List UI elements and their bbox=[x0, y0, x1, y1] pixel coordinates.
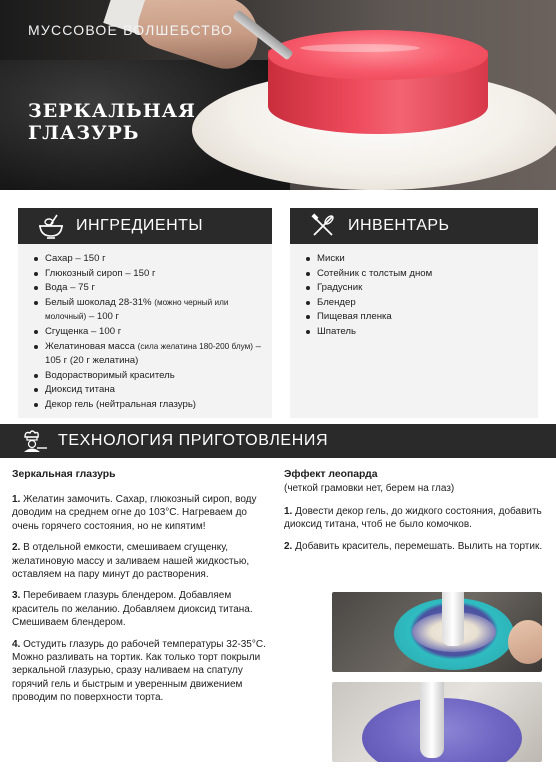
list-item: Градусник bbox=[306, 281, 432, 296]
step-item: 4. Остудить глазурь до рабочей температуры 32-35°С. Можно разливать на тортик. Как только торт покрыли зеркальной глазурью, сразу наливаем на спатулу горячий гель и быстрым и уверенным движением проводим по поверхности торта. bbox=[12, 638, 266, 704]
blending-photo bbox=[332, 592, 542, 672]
mirror-glaze-section bbox=[12, 468, 276, 705]
list-item: Сахар – 150 г bbox=[34, 252, 264, 267]
list-item: Миски bbox=[306, 252, 432, 267]
list-item: Диоксид титана bbox=[34, 383, 264, 398]
list-item: Белый шоколад 28-31% (можно черный или молочный) – 100 г bbox=[34, 296, 264, 325]
step-item: 3. Перебиваем глазурь блендером. Добавляем краситель по желанию. Добавляем диоксид титана. Смешиваем блендером. bbox=[12, 590, 253, 629]
inventory-title: ИНВЕНТАРЬ bbox=[348, 217, 450, 234]
list-item: Блендер bbox=[306, 296, 432, 311]
cake-glaze-shine bbox=[300, 44, 420, 52]
step-item: 1. Желатин замочить. Сахар, глюкозный сироп, воду доводим на среднем огне до 103°С. Нагреваем до очень горячего состояния, но не кипятим! bbox=[12, 494, 257, 532]
hand-image bbox=[508, 620, 542, 664]
leopard-effect-section bbox=[284, 468, 546, 553]
technology-title: ТЕХНОЛОГИЯ ПРИГОТОВЛЕНИЯ bbox=[58, 432, 329, 449]
technology-header bbox=[0, 424, 556, 458]
ingredients-list bbox=[34, 252, 264, 413]
cake-glaze-top bbox=[268, 30, 488, 80]
leopard-effect-title: Эффект леопарда bbox=[284, 469, 378, 480]
list-item: Шпатель bbox=[306, 325, 432, 340]
list-item: Вода – 75 г bbox=[34, 281, 264, 296]
list-item: Желатиновая масса (сила желатина 180-200 блум) – 105 г (20 г желатина) bbox=[34, 340, 264, 369]
ingredients-header bbox=[18, 208, 272, 244]
leopard-effect-note: (четкой грамовки нет, берем на глаз) bbox=[284, 483, 455, 494]
inventory-header bbox=[290, 208, 538, 244]
step-item: 1. Довести декор гель, до жидкого состояния, добавить диоксид титана, чтоб не было комочков. bbox=[284, 506, 542, 531]
ingredients-panel bbox=[18, 208, 272, 418]
step-item: 2. В отдельной емкости, смешиваем сгущенку, желатиновую массу и заливаем нашей жидкостью, оставляем на пару минут до растворения. bbox=[12, 542, 250, 581]
hero-subtitle: МУССОВОЕ ВОЛШЕБСТВО bbox=[28, 22, 234, 38]
list-item: Пищевая пленка bbox=[306, 310, 432, 325]
list-item: Декор гель (нейтральная глазурь) bbox=[34, 398, 264, 413]
whisk-spatula-icon bbox=[308, 211, 338, 241]
list-item: Сотейник с толстым дном bbox=[306, 267, 432, 282]
list-item: Сгущенка – 100 г bbox=[34, 325, 264, 340]
blender-image bbox=[442, 592, 464, 646]
list-item: Глюкозный сироп – 150 г bbox=[34, 267, 264, 282]
hero-banner bbox=[0, 0, 556, 190]
chef-cooking-icon bbox=[20, 426, 50, 456]
page-title: ЗЕРКАЛЬНАЯ ГЛАЗУРЬ bbox=[28, 100, 196, 144]
mirror-glaze-title: Зеркальная глазурь bbox=[12, 469, 116, 480]
step-item: 2. Добавить краситель, перемешать. Вылить на тортик. bbox=[284, 540, 543, 552]
blender-image bbox=[420, 682, 444, 758]
bowl-whisk-icon bbox=[36, 211, 66, 241]
inventory-list bbox=[306, 252, 432, 340]
ingredients-title: ИНГРЕДИЕНТЫ bbox=[76, 217, 204, 234]
list-item: Водорастворимый краситель bbox=[34, 369, 264, 384]
inventory-panel bbox=[290, 208, 538, 418]
purple-glaze-photo bbox=[332, 682, 542, 762]
